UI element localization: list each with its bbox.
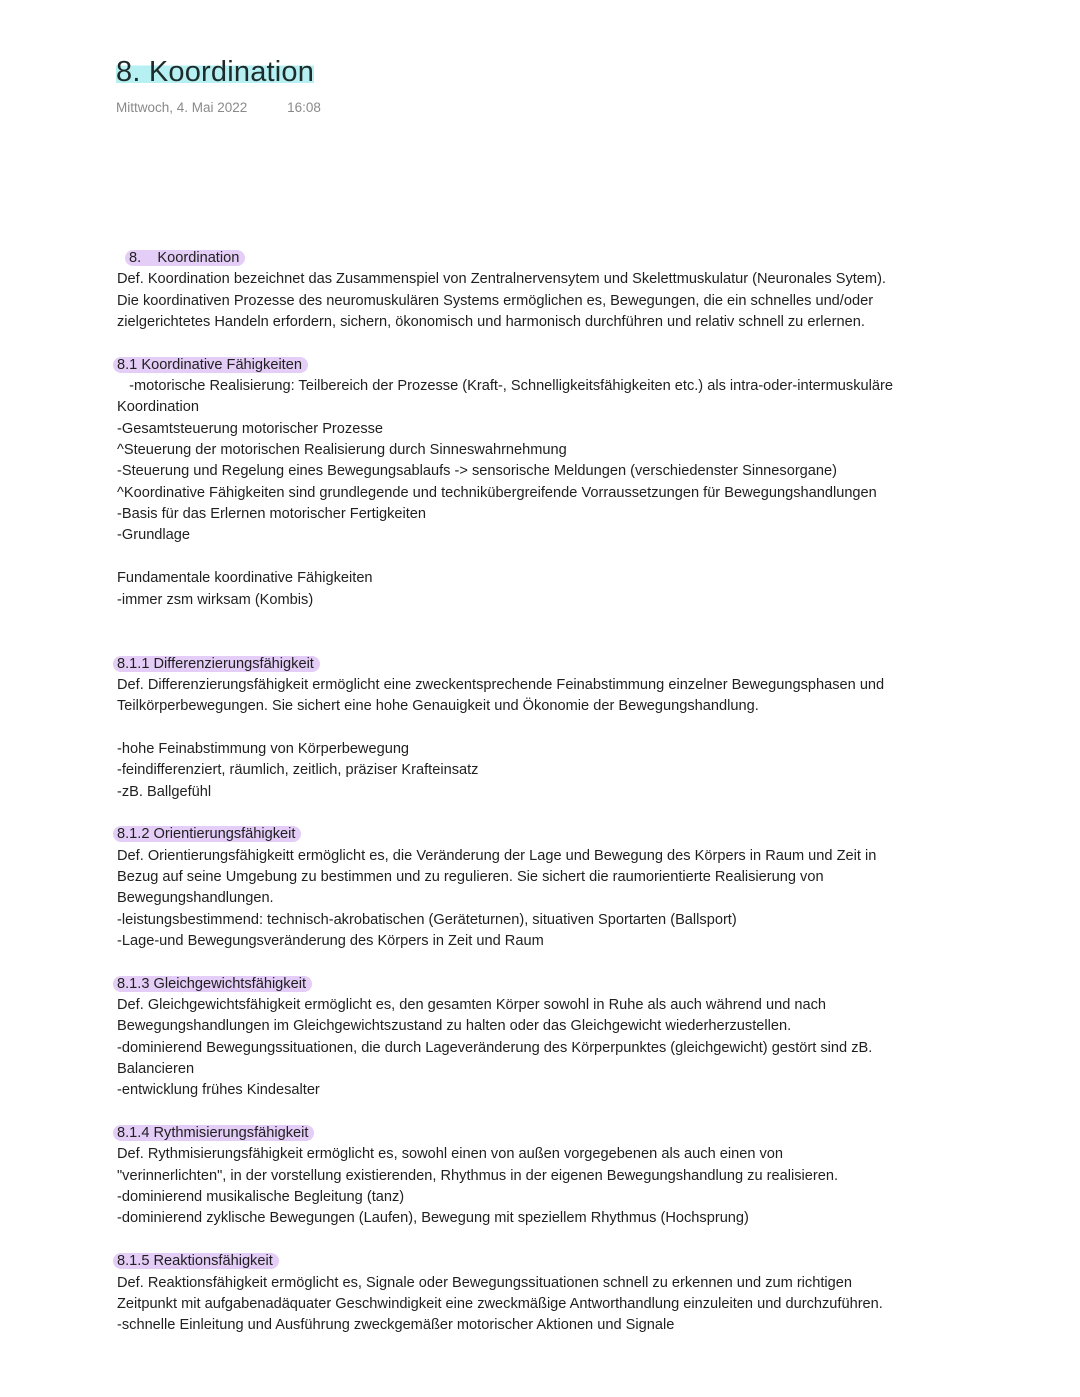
text-line — [117, 312, 1017, 333]
line-text: Teilkörperbewegungen. Sie sichert eine hohe Genauigkeit und Ökonomie der Bewegungshandlung. — [117, 698, 759, 715]
text-line — [117, 1080, 1017, 1101]
line-text: 8.1.3 Gleichgewichtsfähigkeit — [113, 976, 312, 992]
line-text: -motorische Realisierung: Teilbereich der Prozesse (Kraft-, Schnelligkeitsfähigkeiten etc.) als intra-oder-intermuskuläre — [117, 378, 893, 395]
line-text: -Steuerung und Regelung eines Bewegungsablaufs -> sensorische Meldungen (verschiedenster Sinnesorgane) — [117, 463, 838, 480]
line-text: Fundamentale koordinative Fähigkeiten — [117, 570, 373, 587]
text-line — [117, 696, 1017, 717]
text-line — [117, 1208, 1017, 1229]
text-line — [117, 739, 1017, 760]
page-date: Mittwoch, 4. Mai 2022 — [116, 100, 248, 115]
blank-line — [117, 333, 1017, 354]
blank-line — [117, 611, 1017, 632]
line-text: -hohe Feinabstimmung von Körperbewegung — [117, 740, 410, 757]
text-line — [117, 1187, 1017, 1208]
line-text: Bewegungshandlungen im Gleichgewichtszustand zu halten oder das Gleichgewicht wiederherzustellen. — [117, 1018, 792, 1035]
line-text: ^Steuerung der motorischen Realisierung durch Sinneswahrnehmung — [117, 442, 567, 459]
page-title-text: 8. Koordination — [116, 56, 315, 88]
text-line — [117, 760, 1017, 781]
text-line — [117, 1166, 1017, 1187]
line-text: Balancieren — [117, 1061, 195, 1078]
line-text: -feindifferenziert, räumlich, zeitlich, präziser Krafteinsatz — [117, 762, 479, 779]
line-text: Def. Reaktionsfähigkeit ermöglicht es, Signale oder Bewegungssituationen schnell zu erkennen und zum richtigen — [117, 1274, 852, 1291]
line-text: Def. Koordination bezeichnet das Zusammenspiel von Zentralnervensytem und Skelettmuskulatur (Neuronales Sytem). — [117, 271, 886, 288]
text-line — [117, 782, 1017, 803]
blank-line — [117, 632, 1017, 653]
text-line — [117, 1059, 1017, 1080]
blank-line — [117, 1102, 1017, 1123]
blank-line — [117, 952, 1017, 973]
text-line — [117, 440, 1017, 461]
text-line — [117, 888, 1017, 909]
text-line — [117, 1016, 1017, 1037]
line-text: -zB. Ballgefühl — [117, 783, 212, 800]
line-text: "verinnerlichten", in der vorstellung existierenden, Rhythmus in der eigenen Bewegungshandlung zu realisieren. — [117, 1167, 839, 1184]
line-text: 8.1 Koordinative Fähigkeiten — [113, 357, 308, 373]
line-text: -dominierend Bewegungssituationen, die durch Lageveränderung des Körperpunktes (gleichgewicht) gestört sind zB. — [117, 1039, 873, 1056]
line-text: -Lage-und Bewegungsveränderung des Körpers in Zeit und Raum — [117, 933, 544, 949]
section-heading — [117, 248, 1017, 269]
text-line — [117, 1038, 1017, 1059]
text-line — [117, 867, 1017, 888]
text-line — [117, 483, 1017, 504]
line-text: -dominierend musikalische Begleitung (tanz) — [117, 1189, 405, 1206]
line-text: -entwicklung frühes Kindesalter — [117, 1082, 320, 1099]
line-text: Def. Differenzierungsfähigkeit ermöglicht eine zweckentsprechende Feinabstimmung einzelner Bewegungsphasen und — [117, 676, 885, 693]
line-text: ^Koordinative Fähigkeiten sind grundlegende und technikübergreifende Vorraussetzungen für Bewegungshandlungen — [117, 484, 877, 501]
line-text: -leistungsbestimmend: technisch-akrobatischen (Geräteturnen), situativen Sportarten (Ballsport) — [117, 911, 737, 928]
line-text: -schnelle Einleitung und Ausführung zweckgemäßer motorischer Aktionen und Signale — [117, 1317, 675, 1334]
line-text: -Grundlage — [117, 527, 191, 544]
line-text: Die koordinativen Prozesse des neuromuskulären Systems ermöglichen es, Bewegungen, die ein schnelles und/oder — [117, 292, 874, 309]
text-line — [117, 1294, 1017, 1315]
text-line — [117, 568, 1017, 589]
line-text: Def. Gleichgewichtsfähigkeit ermöglicht es, den gesamten Körper sowohl in Ruhe als auch während und nach — [117, 997, 827, 1014]
text-line — [117, 525, 1017, 546]
text-line — [117, 931, 1017, 952]
section-heading — [117, 1251, 1017, 1272]
text-line — [117, 291, 1017, 312]
text-line — [117, 1273, 1017, 1294]
section-heading — [117, 974, 1017, 995]
line-text: Def. Orientierungsfähigkeitt ermöglicht es, die Veränderung der Lage und Bewegung des Körpers in Raum und Zeit in — [117, 847, 877, 864]
page-time: 16:08 — [287, 100, 321, 115]
section-heading — [117, 654, 1017, 675]
page-title — [116, 56, 314, 89]
line-text: Def. Rythmisierungsfähigkeit ermöglicht es, sowohl einen von außen vorgegebenen als auch einen von — [117, 1146, 784, 1163]
line-text: Bezug auf seine Umgebung zu bestimmen und zu regulieren. Sie sichert die raumorientierte Realisierung von — [117, 868, 824, 885]
text-line — [117, 910, 1017, 931]
text-line — [117, 675, 1017, 696]
text-line — [117, 461, 1017, 482]
line-text: Koordination — [117, 399, 199, 416]
line-text: -dominierend zyklische Bewegungen (Laufen), Bewegung mit speziellem Rhythmus (Hochsprung) — [117, 1210, 749, 1227]
section-heading — [117, 355, 1017, 376]
line-text: 8.1.4 Rythmisierungsfähigkeit — [113, 1125, 314, 1141]
text-line — [117, 397, 1017, 418]
text-line — [117, 1144, 1017, 1165]
text-line — [117, 269, 1017, 290]
line-text: 8. Koordination — [125, 250, 245, 266]
text-line — [117, 376, 1017, 397]
text-line — [117, 504, 1017, 525]
text-line — [117, 1315, 1017, 1336]
line-text: 8.1.2 Orientierungsfähigkeit — [113, 826, 301, 842]
text-line — [117, 995, 1017, 1016]
blank-line — [117, 547, 1017, 568]
text-line — [117, 590, 1017, 611]
page-meta — [116, 100, 321, 115]
line-text: 8.1.5 Reaktionsfähigkeit — [113, 1253, 279, 1269]
note-body[interactable] — [117, 248, 1017, 1337]
section-heading — [117, 824, 1017, 845]
line-text: 8.1.1 Differenzierungsfähigkeit — [113, 656, 320, 672]
text-line — [117, 419, 1017, 440]
section-heading — [117, 1123, 1017, 1144]
blank-line — [117, 803, 1017, 824]
line-text: Bewegungshandlungen. — [117, 890, 274, 907]
blank-line — [117, 1230, 1017, 1251]
line-text: -Gesamtsteuerung motorischer Prozesse — [117, 420, 384, 437]
line-text: Zeitpunkt mit aufgabenadäquater Geschwindigkeit eine zweckmäßige Antworthandlung einzuleiten und durchzuführen. — [117, 1295, 883, 1312]
blank-line — [117, 718, 1017, 739]
line-text: -immer zsm wirksam (Kombis) — [117, 591, 314, 608]
line-text: -Basis für das Erlernen motorischer Fertigkeiten — [117, 506, 427, 523]
text-line — [117, 846, 1017, 867]
line-text: zielgerichtetes Handeln erfordern, sichern, ökonomisch und harmonisch durchführen und relativ schnell zu erlernen. — [117, 314, 865, 331]
